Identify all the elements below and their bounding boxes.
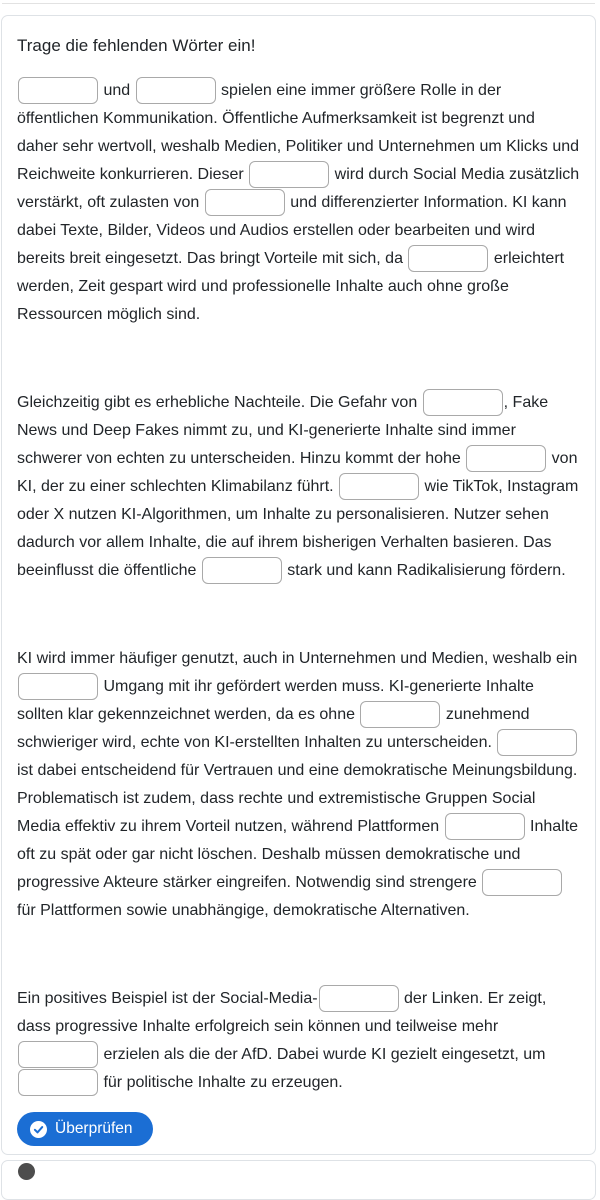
- cloze-paragraph: [17, 389, 580, 585]
- blank-input[interactable]: [319, 985, 399, 1012]
- check-circle-icon: [30, 1121, 47, 1138]
- blank-input[interactable]: [18, 1069, 98, 1096]
- exercise-title: Trage die fehlenden Wörter ein!: [17, 36, 256, 55]
- cloze-paragraph: [17, 985, 580, 1097]
- cloze-segment: Gleichzeitig gibt es erhebliche Nachteile. Die Gefahr von: [17, 394, 422, 411]
- cloze-text: [17, 77, 580, 1097]
- exercise-card: [1, 15, 596, 1155]
- check-button[interactable]: [17, 1112, 153, 1146]
- cloze-segment: erleichtert werden, Zeit gespart wird und professionelle Inhalte auch ohne große Ressourcen möglich sind.: [17, 250, 565, 323]
- blank-input[interactable]: [202, 557, 282, 584]
- cloze-segment: wird durch Social Media zusätzlich verstärkt, oft zulasten von: [17, 166, 580, 211]
- previous-card-bottom-edge: [2, 0, 595, 4]
- blank-input[interactable]: [360, 701, 440, 728]
- cloze-segment: Ein positives Beispiel ist der Social-Media-: [17, 990, 318, 1007]
- cloze-segment: und differenzierter Information. KI kann dabei Texte, Bilder, Videos und Audios erstellen oder bearbeiten und wird bereits breit eingesetzt. Das bringt Vorteile mit sich, da: [17, 194, 567, 267]
- blank-input[interactable]: [408, 245, 488, 272]
- blank-input[interactable]: [497, 729, 577, 756]
- cloze-segment: erzielen als die der AfD. Dabei wurde KI gezielt eingesetzt, um: [99, 1046, 546, 1063]
- cloze-segment: von KI, der zu einer schlechten Klimabilanz führt.: [17, 450, 578, 495]
- cloze-segment: Umgang mit ihr gefördert werden muss. KI-generierte Inhalte sollten klar gekennzeichnet werden, da es ohne: [17, 678, 534, 723]
- cloze-segment: für Plattformen sowie unabhängige, demokratische Alternativen.: [17, 902, 470, 919]
- blank-input[interactable]: [18, 673, 98, 700]
- blank-input[interactable]: [445, 813, 525, 840]
- cloze-segment: ist dabei entscheidend für Vertrauen und eine demokratische Meinungsbildung. Problematisch ist zudem, dass rechte und extremistische Gruppen Social Media effektiv zu ihrem Vorteil nutzen, während Plattformen: [17, 762, 578, 835]
- blank-input[interactable]: [18, 77, 98, 104]
- blank-input[interactable]: [482, 869, 562, 896]
- cloze-segment: stark und kann Radikalisierung fördern.: [282, 562, 566, 579]
- cloze-segment: für politische Inhalte zu erzeugen.: [99, 1074, 343, 1091]
- check-button-label: Überprüfen: [55, 1120, 133, 1137]
- cloze-segment: spielen eine immer größere Rolle in der öffentlichen Kommunikation. Öffentliche Aufmerksamkeit ist begrenzt und daher sehr wertvoll, weshalb Medien, Politiker und Unternehmen um Klicks und Reichweite konkurrieren. Dieser: [17, 82, 580, 183]
- blank-input[interactable]: [136, 77, 216, 104]
- cloze-segment: wie TikTok, Instagram oder X nutzen KI-Algorithmen, um Inhalte zu personalisieren. Nutzer sehen dadurch vor allem Inhalte, die auf ihrem bisherigen Verhalten basieren. Das beeinflusst die öffentliche: [17, 478, 579, 579]
- cloze-paragraph: [17, 77, 580, 329]
- cloze-segment: und: [99, 82, 135, 99]
- next-card-partial: [1, 1160, 596, 1200]
- blank-input[interactable]: [249, 161, 329, 188]
- cloze-segment: KI wird immer häufiger genutzt, auch in Unternehmen und Medien, weshalb ein: [17, 650, 578, 667]
- cloze-segment: der Linken. Er zeigt, dass progressive Inhalte erfolgreich sein können und teilweise mehr: [17, 990, 547, 1035]
- blank-input[interactable]: [423, 389, 503, 416]
- cloze-paragraph: [17, 645, 580, 925]
- cloze-segment: , Fake News und Deep Fakes nimmt zu, und KI-generierte Inhalte sind immer schwerer von echten zu unterscheiden. Hinzu kommt der hohe: [17, 394, 549, 467]
- blank-input[interactable]: [18, 1041, 98, 1068]
- cloze-segment: zunehmend schwieriger wird, echte von KI-erstellten Inhalten zu unterscheiden.: [17, 706, 530, 751]
- blank-input[interactable]: [466, 445, 546, 472]
- blank-input[interactable]: [339, 473, 419, 500]
- partial-icon: [18, 1163, 35, 1180]
- cloze-segment: Inhalte oft zu spät oder gar nicht löschen. Deshalb müssen demokratische und progressive Akteure stärker eingreifen. Notwendig sind strengere: [17, 818, 579, 891]
- blank-input[interactable]: [205, 189, 285, 216]
